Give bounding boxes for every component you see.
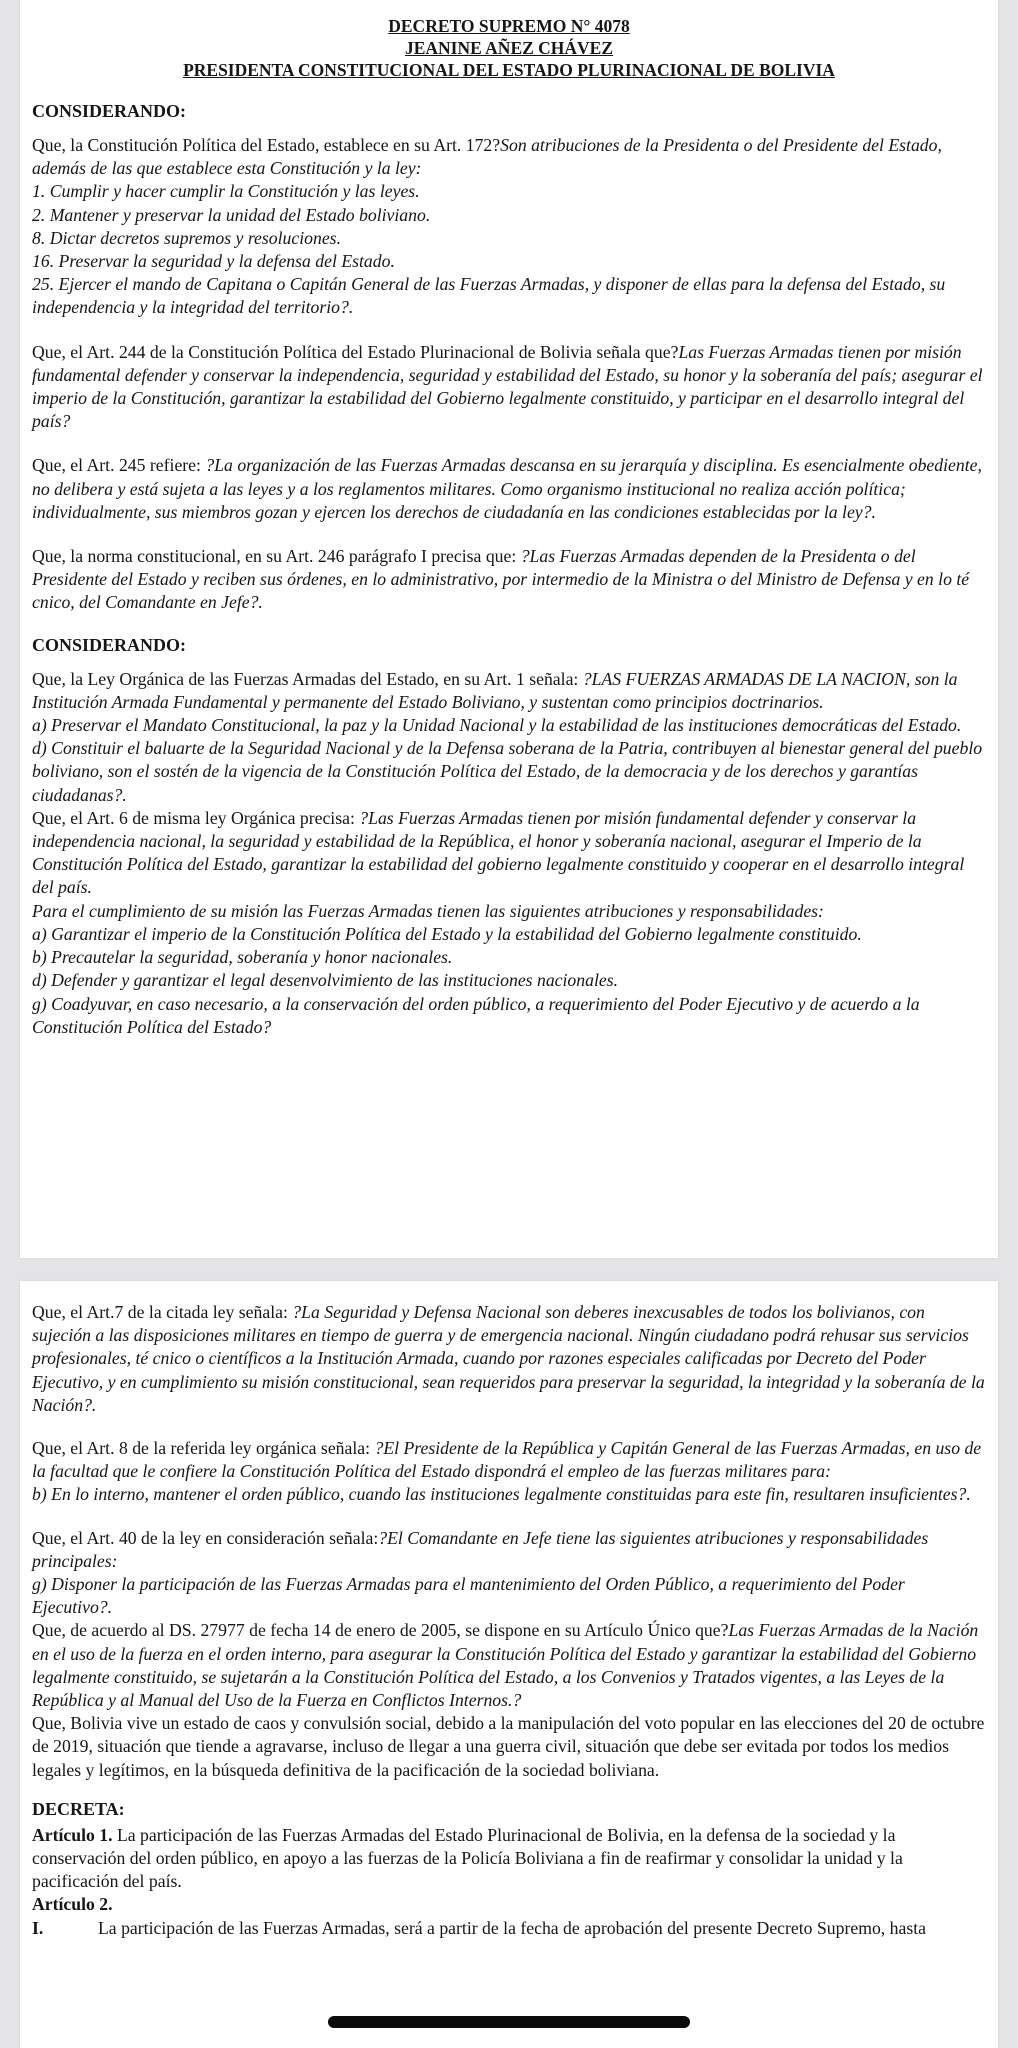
- paragraph-art-246: Que, la norma constitucional, en su Art. 246 parágrafo I precisa que: ?Las Fuerzas Armadas dependen de la Presidenta o del Presidente del Estado y reciben sus órdenes, en lo administrativo, por intermedio de la Ministra o del Ministro de Defensa y en lo té cnico, del Comandante en Jefe?.: [32, 546, 970, 613]
- articulo-1: Artículo 1. La participación de las Fuerzas Armadas del Estado Plurinacional de Bolivia, en la defensa de la sociedad y la conservación del orden público, en apoyo a las fuerzas de la Policía Boliviana a fin de reafirmar y consolidar la unidad y la pacificación del país.: [32, 1824, 903, 1892]
- paragraph-situacion-bolivia: Que, Bolivia vive un estado de caos y convulsión social, debido a la manipulación del voto popular en las elecciones del 20 de octubre de 2019, situación que tiende a agravarse, incluso de llegar a una guerra civil, situación que debe ser evitada por todos los medios legales y legítimos, en la búsqueda definitiva de la pacificación de la sociedad boliviana.: [32, 1713, 985, 1780]
- paragraph-art-245: Que, el Art. 245 refiere: ?La organización de las Fuerzas Armadas descansa en su jerarquía y disciplina. Es esencialmente obediente, no delibera y está sujeta a las leyes y a los reglamentos militares. Como organismo institucional no realiza acción política; individualmente, sus miembros gozan y ejercen los derechos de ciudadanía en las condiciones establecidas por la ley?.: [32, 455, 982, 522]
- paragraph-art-7: Que, el Art.7 de la citada ley señala: ?La Seguridad y Defensa Nacional son deberes inexcusables de todos los bolivianos, con sujeción a las disposiciones militares en tiempo de guerra y de emergencia nacional. Ningún ciudadano podrá rehusar sus servicios profesionales, té cnico o científicos a la Institución Armada, cuando por razones especiales calificadas por Decreto del Poder Ejecutivo, y en cumplimiento su misión constitucional, sean requeridos para preservar la seguridad, la integridad y la soberanía de la Nación?.: [32, 1302, 985, 1415]
- paragraph-art-8: Que, el Art. 8 de la referida ley orgánica señala: ?El Presidente de la República y Capitán General de las Fuerzas Armadas, en uso de la facultad que le confiere la Constitución Política del Estado dispondrá el empleo de las fuerzas militares para: b) En lo interno, mantener el orden público, cuando las instituciones legalmente constituidas para este fin, resultaren insuficientes?.: [32, 1438, 982, 1505]
- document-page-2: [20, 1281, 998, 2048]
- paragraph-art-40: Que, el Art. 40 de la ley en consideración señala:?El Comandante en Jefe tiene las siguientes atribuciones y responsabilidades principales: g) Disponer la participación de las Fuerzas Armadas para el mantenimiento del Orden Público, a requerimiento del Poder Ejecutivo?.: [32, 1527, 929, 1618]
- paragraph-art-244: Que, el Art. 244 de la Constitución Política del Estado Plurinacional de Bolivia señala que?Las Fuerzas Armadas tienen por misión fundamental defender y conservar la independencia, seguridad y estabilidad del Estado, su honor y la soberanía del país; asegurar el imperio de la Constitución, garantizar la estabilidad del Gobierno legalmente constituido, y participar en el desarrollo integral del país?: [32, 341, 983, 432]
- paragraph-ley-organica-art-1: Que, la Ley Orgánica de las Fuerzas Armadas del Estado, en su Art. 1 señala: ?LAS FUERZAS ARMADAS DE LA NACION, son la Institución Armada Fundamental y permanente del Estado Boliviano, y sustentan como principios doctrinarios. a) Preservar el Mandato Constitucional, la paz y la Unidad Nacional y la estabilidad de las instituciones democráticas del Estado. d) Constituir el baluarte de la Seguridad Nacional y de la Defensa soberana de la Patria, contribuyen al bienestar general del pueblo boliviano, son el sostén de la vigencia de la Constitución Política del Estado, de la democracia y de los derechos y garantías ciudadanas?.: [32, 668, 983, 805]
- decree-number: DECRETO SUPREMO N° 4078: [388, 16, 630, 36]
- articulo-2-label: Artículo 2.: [32, 1894, 113, 1915]
- president-title: PRESIDENTA CONSTITUCIONAL DEL ESTADO PLURINACIONAL DE BOLIVIA: [183, 60, 835, 80]
- paragraph-ley-organica-art-6: Que, el Art. 6 de misma ley Orgánica precisa: ?Las Fuerzas Armadas tienen por misión fundamental defender y conservar la independencia nacional, la seguridad y estabilidad de la República, el honor y soberanía nacional, asegurar el Imperio de la Constitución Política del Estado, garantizar la estabilidad del gobierno legalmente constituido y cooperar en el desarrollo integral del país. Para el cumplimiento de su misión las Fuerzas Armadas tienen las siguientes atribuciones y responsabilidades: a) Garantizar el imperio de la Constitución Política del Estado y la estabilidad del Gobierno legalmente constituido. b) Precautelar la seguridad, soberanía y honor nacionales. d) Defender y garantizar el legal desenvolvimiento de las instituciones nacionales. g) Coadyuvar, en caso necesario, a la conservación del orden público, a requerimiento del Poder Ejecutivo y de acuerdo a la Constitución Política del Estado?: [32, 807, 965, 1037]
- document-page-1: [20, 0, 998, 1258]
- paragraph-art-172: Que, la Constitución Política del Estado, establece en su Art. 172?Son atribuciones de la Presidenta o del Presidente del Estado, además de las que establece esta Constitución y la ley: 1. Cumplir y hacer cumplir la Constitución y las leyes. 2. Mantener y preservar la unidad del Estado boliviano. 8. Dictar decretos supremos y resoluciones. 16. Preservar la seguridad y la defensa del Estado. 25. Ejercer el mando de Capitana o Capitán General de las Fuerzas Armadas, y disponer de ellas para la defensa del Estado, su independencia y la integridad del territorio?.: [32, 135, 946, 318]
- president-name: JEANINE AÑEZ CHÁVEZ: [404, 38, 614, 58]
- decreta-heading: DECRETA:: [32, 1798, 125, 1819]
- articulo-2-item-i: I. La participación de las Fuerzas Armadas, será a partir de la fecha de aprobación del presente Decreto Supremo, hasta: [32, 1917, 926, 1938]
- considerando-heading-1: CONSIDERANDO:: [32, 101, 187, 121]
- considerando-heading-2: CONSIDERANDO:: [32, 634, 187, 655]
- paragraph-ds-27977: Que, de acuerdo al DS. 27977 de fecha 14 de enero de 2005, se dispone en su Artículo Único que?Las Fuerzas Armadas de la Nación en el uso de la fuerza en el orden interno, para asegurar la Constitución Política del Estado y garantizar la estabilidad del Gobierno legalmente constituido, se sujetarán a la Constitución Política del Estado, a los Convenios y Tratados vigentes, a las Leyes de la República y al Manual del Uso de la Fuerza en Conflictos Internos.?: [32, 1620, 979, 1711]
- scroll-indicator[interactable]: [328, 2016, 690, 2028]
